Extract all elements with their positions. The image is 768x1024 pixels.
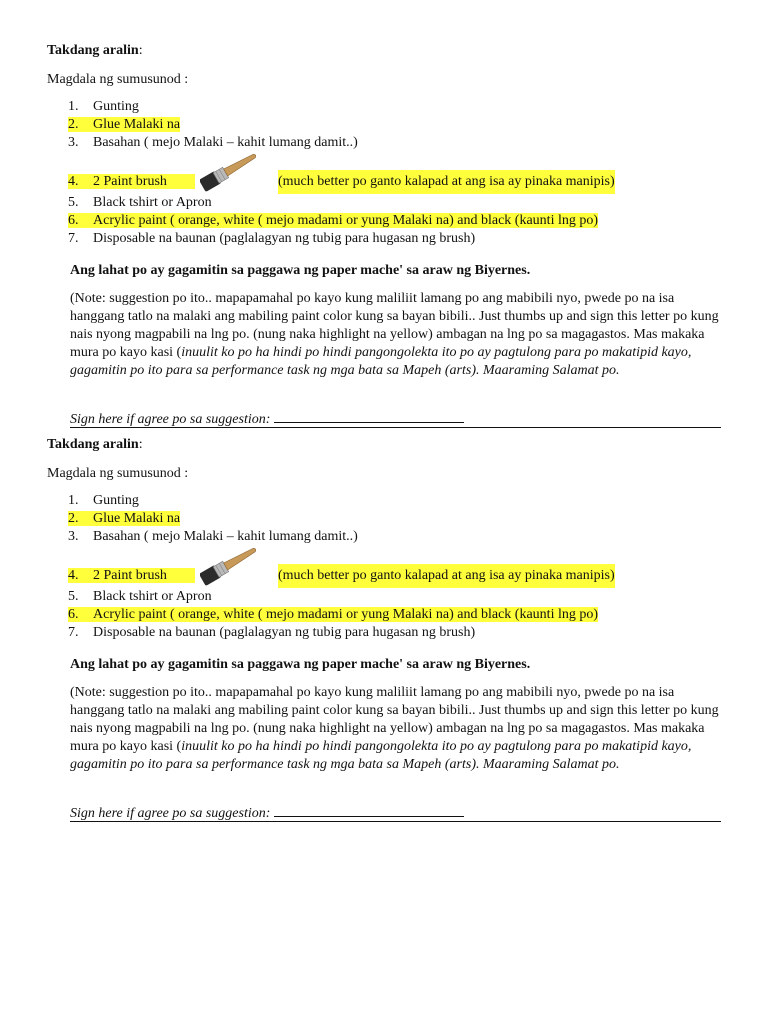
note-paragraph: (Note: suggestion po ito.. mapapamahal po kayo kung maliliit lamang po ang mabibili nyo, pwede po na isa hanggang tatlo na malaki ang mabiling paint color kung sa bayan bibili.. Just thumbs up and sign this letter po kung nais nyong magpabili na lng po. (nung naka highlight na yellow) ambagan na lng po sa magagastos. Mas makaka mura po kayo kasi (inuulit ko po ha hindi po hindi pangongolekta ito po ay pagtulong para po makatipid kayo, gagamitin po ito para sa performance task ng mga bata sa Mapeh (arts). Maaraming Salamat po. <box>70 291 719 378</box>
list-item: 2. Glue Malaki na <box>68 511 181 526</box>
list-item: 1. Gunting <box>68 493 139 508</box>
divider <box>70 821 721 822</box>
list-item: 2. Glue Malaki na <box>68 117 181 132</box>
intro-text: Magdala ng sumusunod : <box>47 466 189 481</box>
paint-brush-icon <box>200 148 260 192</box>
signature-line: Sign here if agree po sa suggestion: <box>70 803 464 823</box>
intro-text: Magdala ng sumusunod : <box>47 72 189 87</box>
list-item: 4. 2 Paint brush (much better po ganto kalapad at ang isa ay pinaka manipis) <box>68 564 728 588</box>
list-item: 7. Disposable na baunan (paglalagyan ng tubig para hugasan ng brush) <box>68 625 476 640</box>
list-item: 4. 2 Paint brush (much better po ganto kalapad at ang isa ay pinaka manipis) <box>68 170 728 194</box>
signature-blank[interactable] <box>274 803 464 817</box>
list-item: 5. Black tshirt or Apron <box>68 195 212 210</box>
list-item: 7. Disposable na baunan (paglalagyan ng tubig para hugasan ng brush) <box>68 231 476 246</box>
supply-list <box>68 492 728 642</box>
note-paragraph: (Note: suggestion po ito.. mapapamahal po kayo kung maliliit lamang po ang mabibili nyo, pwede po na isa hanggang tatlo na malaki ang mabiling paint color kung sa bayan bibili.. Just thumbs up and sign this letter po kung nais nyong magpabili na lng po. (nung naka highlight na yellow) ambagan na lng po sa magagastos. Mas makaka mura po kayo kasi (inuulit ko po ha hindi po hindi pangongolekta ito po ay pagtulong para po makatipid kayo, gagamitin po ito para sa performance task ng mga bata sa Mapeh (arts). Maaraming Salamat po. <box>70 685 719 772</box>
usage-statement: Ang lahat po ay gagamitin sa paggawa ng paper mache' sa araw ng Biyernes. <box>70 263 531 278</box>
signature-line: Sign here if agree po sa suggestion: <box>70 409 464 429</box>
list-item: 6. Acrylic paint ( orange, white ( mejo madami or yung Malaki na) and black (kaunti lng po) <box>68 213 599 228</box>
list-item: 6. Acrylic paint ( orange, white ( mejo madami or yung Malaki na) and black (kaunti lng po) <box>68 607 599 622</box>
divider <box>70 427 721 428</box>
list-item: 3. Basahan ( mejo Malaki – kahit lumang damit..) <box>68 529 358 544</box>
signature-blank[interactable] <box>274 409 464 423</box>
usage-statement: Ang lahat po ay gagamitin sa paggawa ng paper mache' sa araw ng Biyernes. <box>70 657 531 672</box>
list-item: 5. Black tshirt or Apron <box>68 589 212 604</box>
block-title: Takdang aralin: <box>47 43 143 58</box>
block-title: Takdang aralin: <box>47 437 143 452</box>
list-item: 3. Basahan ( mejo Malaki – kahit lumang damit..) <box>68 135 358 150</box>
list-item: 1. Gunting <box>68 99 139 114</box>
paint-brush-icon <box>200 542 260 586</box>
supply-list <box>68 98 728 248</box>
